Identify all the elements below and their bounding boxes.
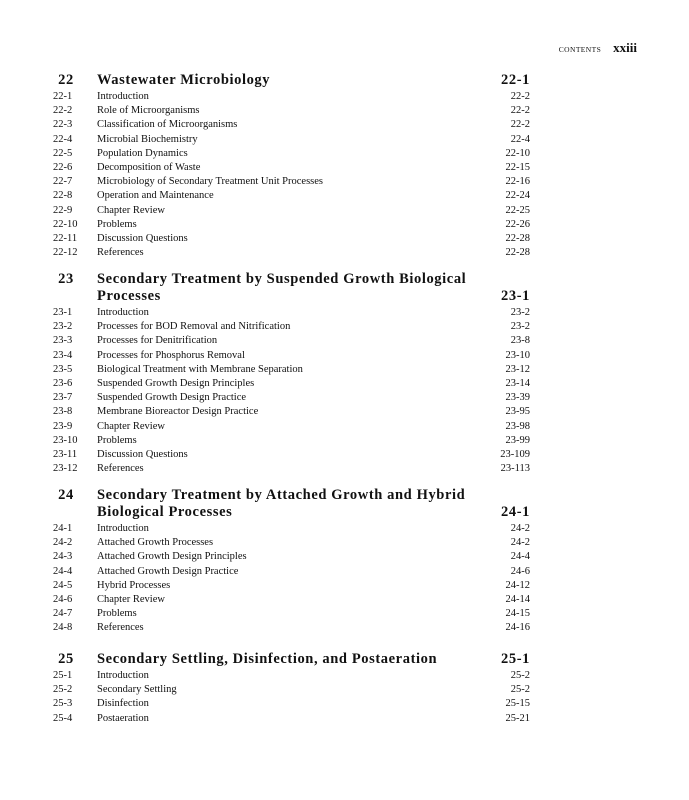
chapter-page: 23-1 xyxy=(501,288,530,304)
chapter-24 xyxy=(53,487,530,636)
toc-entry[interactable] xyxy=(53,320,530,334)
toc-entry[interactable] xyxy=(53,349,530,363)
section-number: 22-6 xyxy=(53,161,73,173)
section-title: Processes for Denitrification xyxy=(97,335,218,347)
section-page: 23-39 xyxy=(505,392,530,404)
toc-entry[interactable] xyxy=(53,363,530,377)
chapter-page: 22-1 xyxy=(501,72,530,88)
toc-entry[interactable] xyxy=(53,462,530,476)
section-number: 25-1 xyxy=(53,670,73,681)
section-page: 22-28 xyxy=(505,232,530,244)
section-title: Attached Growth Design Practice xyxy=(97,565,239,577)
section-number: 24-4 xyxy=(53,565,73,577)
section-number: 23-2 xyxy=(53,321,73,333)
section-page: 23-99 xyxy=(505,434,530,446)
section-number: 22-9 xyxy=(53,204,73,216)
section-number: 23-1 xyxy=(53,307,73,318)
section-page: 23-12 xyxy=(505,363,530,375)
chapter-number: 23 xyxy=(58,271,74,287)
section-page: 22-24 xyxy=(505,190,530,202)
section-page: 23-8 xyxy=(510,335,530,347)
section-number: 24-5 xyxy=(53,579,73,591)
section-page: 24-4 xyxy=(510,551,530,563)
section-page: 23-2 xyxy=(510,307,530,318)
section-title: Decomposition of Waste xyxy=(97,161,201,173)
toc-entry[interactable] xyxy=(53,334,530,348)
toc-entry[interactable] xyxy=(53,522,530,536)
section-title: Biological Treatment with Membrane Separation xyxy=(97,363,303,375)
section-page: 25-15 xyxy=(505,698,530,710)
section-page: 23-109 xyxy=(500,448,530,460)
section-title: Suspended Growth Design Principles xyxy=(97,377,255,389)
toc-entry[interactable] xyxy=(53,189,530,203)
toc-entry[interactable] xyxy=(53,607,530,621)
section-page: 24-2 xyxy=(510,523,530,534)
section-page: 22-10 xyxy=(505,147,530,159)
section-title: Hybrid Processes xyxy=(97,579,171,591)
section-number: 23-12 xyxy=(53,463,78,475)
toc-entry[interactable] xyxy=(53,434,530,448)
toc-entry[interactable] xyxy=(53,712,530,726)
section-number: 24-2 xyxy=(53,537,73,549)
section-page: 24-15 xyxy=(505,608,530,620)
section-number: 23-8 xyxy=(53,406,73,418)
toc-entry[interactable] xyxy=(53,565,530,579)
chapter-25 xyxy=(53,651,530,726)
section-page: 25-2 xyxy=(510,670,530,681)
section-title: References xyxy=(97,622,144,634)
section-number: 23-6 xyxy=(53,377,73,389)
chapter-title: Secondary Settling, Disinfection, and Postaeration xyxy=(97,651,438,667)
section-title: Discussion Questions xyxy=(97,232,188,244)
chapter-22 xyxy=(53,72,530,260)
section-title: Chapter Review xyxy=(97,420,165,432)
page-number: xxiii xyxy=(613,40,637,55)
section-number: 22-11 xyxy=(53,232,78,244)
section-page: 23-98 xyxy=(505,420,530,432)
toc-entry[interactable] xyxy=(53,683,530,697)
section-page: 23-14 xyxy=(505,377,530,389)
toc-entry[interactable] xyxy=(53,175,530,189)
section-title: Introduction xyxy=(97,670,149,681)
section-page: 23-95 xyxy=(505,406,530,418)
section-page: 23-2 xyxy=(510,321,530,333)
section-page: 22-2 xyxy=(510,119,530,131)
section-title: Microbial Biochemistry xyxy=(97,133,198,145)
running-head xyxy=(559,40,637,56)
section-page: 22-26 xyxy=(505,218,530,230)
section-number: 22-1 xyxy=(53,91,73,102)
section-number: 23-4 xyxy=(53,349,73,361)
section-page: 24-16 xyxy=(505,622,530,634)
section-title: Introduction xyxy=(97,307,149,318)
chapter-title: Wastewater Microbiology xyxy=(97,72,271,88)
section-number: 24-6 xyxy=(53,593,73,605)
section-page: 25-21 xyxy=(505,712,530,724)
toc-entry[interactable] xyxy=(53,420,530,434)
chapter-number: 24 xyxy=(58,487,74,503)
section-number: 22-12 xyxy=(53,247,78,259)
section-title: Role of Microorganisms xyxy=(97,105,200,117)
chapter-title: Secondary Treatment by Attached Growth and Hybrid Biological Processes xyxy=(97,487,466,520)
chapter-heading[interactable] xyxy=(53,487,530,521)
chapter-heading[interactable] xyxy=(53,72,530,89)
section-list xyxy=(53,522,530,636)
toc-entry[interactable] xyxy=(53,697,530,711)
section-page: 24-6 xyxy=(510,565,530,577)
toc-entry[interactable] xyxy=(53,536,530,550)
section-title: Problems xyxy=(97,218,137,230)
section-list xyxy=(53,669,530,726)
section-title: Suspended Growth Design Practice xyxy=(97,392,247,404)
section-number: 24-3 xyxy=(53,551,73,563)
section-number: 22-3 xyxy=(53,119,73,131)
section-title: Introduction xyxy=(97,523,149,534)
section-title: Processes for Phosphorus Removal xyxy=(97,349,245,361)
section-page: 22-16 xyxy=(505,176,530,188)
section-title: Secondary Settling xyxy=(97,684,177,696)
section-title: Discussion Questions xyxy=(97,448,188,460)
chapter-page: 24-1 xyxy=(501,504,530,520)
section-page: 22-25 xyxy=(505,204,530,216)
section-number: 25-2 xyxy=(53,684,73,696)
section-title: Attached Growth Design Principles xyxy=(97,551,247,563)
toc-entry[interactable] xyxy=(53,147,530,161)
section-title: Disinfection xyxy=(97,698,149,710)
section-page: 22-28 xyxy=(505,247,530,259)
section-title: Postaeration xyxy=(97,712,149,724)
chapter-number: 22 xyxy=(58,72,74,88)
toc-entry[interactable] xyxy=(53,391,530,405)
chapter-heading[interactable] xyxy=(53,651,530,668)
toc-entry[interactable] xyxy=(53,232,530,246)
section-title: Introduction xyxy=(97,91,149,102)
section-title: Classification of Microorganisms xyxy=(97,119,238,131)
section-number: 23-11 xyxy=(53,448,78,460)
section-number: 24-7 xyxy=(53,608,73,620)
chapter-23 xyxy=(53,271,530,476)
section-page: 22-2 xyxy=(510,105,530,117)
section-page: 22-15 xyxy=(505,161,530,173)
chapter-heading[interactable] xyxy=(53,271,530,305)
chapter-page: 25-1 xyxy=(501,651,530,667)
section-number: 23-9 xyxy=(53,420,73,432)
section-list xyxy=(53,90,530,260)
section-number: 22-7 xyxy=(53,176,73,188)
section-title: Population Dynamics xyxy=(97,147,188,159)
section-number: 22-5 xyxy=(53,147,73,159)
section-number: 24-8 xyxy=(53,622,73,634)
section-title: Problems xyxy=(97,608,137,620)
section-list xyxy=(53,306,530,476)
section-page: 23-113 xyxy=(500,463,530,475)
section-title: Operation and Maintenance xyxy=(97,190,214,202)
toc-entry[interactable] xyxy=(53,246,530,260)
section-title: Microbiology of Secondary Treatment Unit Processes xyxy=(97,176,324,188)
section-page: 25-2 xyxy=(510,684,530,696)
toc-entry[interactable] xyxy=(53,133,530,147)
section-number: 23-10 xyxy=(53,434,78,446)
chapter-number: 25 xyxy=(58,651,74,667)
toc-entry[interactable] xyxy=(53,377,530,391)
section-title: Attached Growth Processes xyxy=(97,537,214,549)
section-number: 22-2 xyxy=(53,105,73,117)
section-number: 25-4 xyxy=(53,712,73,724)
section-title: Membrane Bioreactor Design Practice xyxy=(97,406,259,418)
section-page: 22-2 xyxy=(510,91,530,102)
section-title: Chapter Review xyxy=(97,593,165,605)
section-number: 22-8 xyxy=(53,190,73,202)
section-number: 23-5 xyxy=(53,363,73,375)
section-title: References xyxy=(97,247,144,259)
chapter-title: Secondary Treatment by Suspended Growth Biological Processes xyxy=(97,271,467,304)
toc-entry[interactable] xyxy=(53,306,530,320)
toc-entry[interactable] xyxy=(53,550,530,564)
section-number: 22-10 xyxy=(53,218,78,230)
toc-entry[interactable] xyxy=(53,218,530,232)
section-page: 23-10 xyxy=(505,349,530,361)
toc-entry[interactable] xyxy=(53,593,530,607)
section-title: Problems xyxy=(97,434,137,446)
toc-entry[interactable] xyxy=(53,579,530,593)
toc-entry[interactable] xyxy=(53,204,530,218)
section-number: 23-7 xyxy=(53,392,73,404)
toc-entry[interactable] xyxy=(53,405,530,419)
running-head-label: CONTENTS xyxy=(558,45,602,54)
section-number: 22-4 xyxy=(53,133,73,145)
toc-entry[interactable] xyxy=(53,448,530,462)
section-number: 23-3 xyxy=(53,335,73,347)
toc-entry[interactable] xyxy=(53,104,530,118)
section-title: Processes for BOD Removal and Nitrification xyxy=(97,321,291,333)
section-number: 24-1 xyxy=(53,523,73,534)
toc-entry[interactable] xyxy=(53,161,530,175)
toc-entry[interactable] xyxy=(53,669,530,683)
toc-entry[interactable] xyxy=(53,118,530,132)
toc-entry[interactable] xyxy=(53,90,530,104)
section-page: 24-2 xyxy=(510,537,530,549)
toc-entry[interactable] xyxy=(53,621,530,635)
section-title: Chapter Review xyxy=(97,204,165,216)
section-page: 24-12 xyxy=(505,579,530,591)
section-title: References xyxy=(97,463,144,475)
section-number: 25-3 xyxy=(53,698,73,710)
section-page: 22-4 xyxy=(510,133,530,145)
section-page: 24-14 xyxy=(505,593,530,605)
